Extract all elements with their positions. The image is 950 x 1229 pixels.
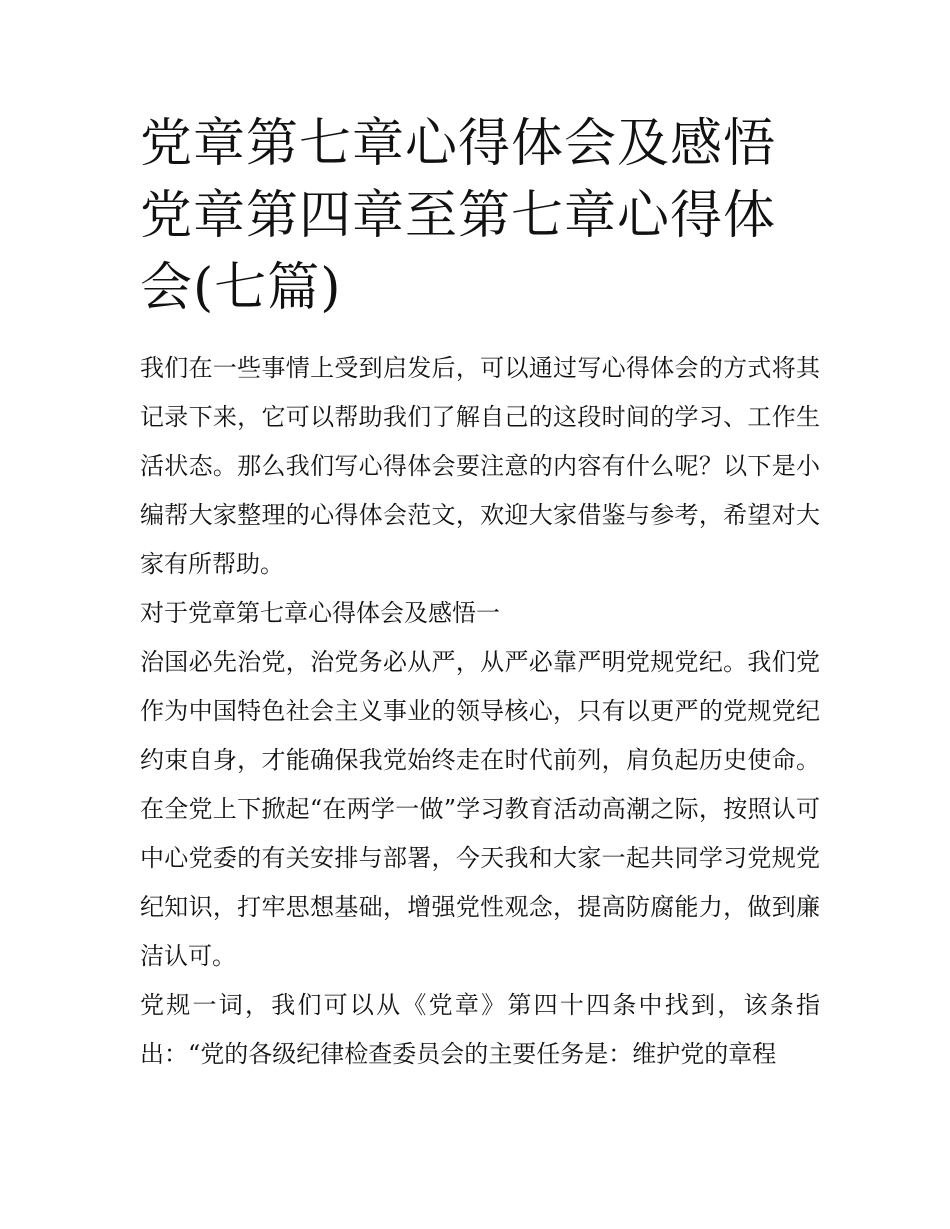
intro-paragraph: 我们在一些事情上受到启发后，可以通过写心得体会的方式将其记录下来，它可以帮助我们了解自己的这段时间的学习、工作生活状态。那么我们写心得体会要注意的内容有什么呢？以下是小编帮大家整理的心得体会范文，欢迎大家借鉴与参考，希望对大家有所帮助。	[140, 354, 820, 578]
document-body	[140, 344, 820, 1079]
document-title: 党章第七章心得体会及感悟 党章第四章至第七章心得体会(七篇)	[140, 114, 777, 318]
body-paragraph: 党规一词，我们可以从《党章》第四十四条中找到，该条指出：“党的各级纪律检查委员会的主要任务是：维护党的章程	[140, 991, 820, 1068]
body-paragraph: 治国必先治党，治党务必从严，从严必靠严明党规党纪。我们党作为中国特色社会主义事业的领导核心，只有以更严的党规党纪约束自身，才能确保我党始终走在时代前列，肩负起历史使命。在全党上下掀起“在两学一做”学习教育活动高潮之际，按照认可中心党委的有关安排与部署，今天我和大家一起共同学习党规党纪知识，打牢思想基础，增强党性观念，提高防腐能力，做到廉洁认可。	[140, 648, 820, 970]
section-heading: 对于党章第七章心得体会及感悟一	[140, 599, 500, 627]
